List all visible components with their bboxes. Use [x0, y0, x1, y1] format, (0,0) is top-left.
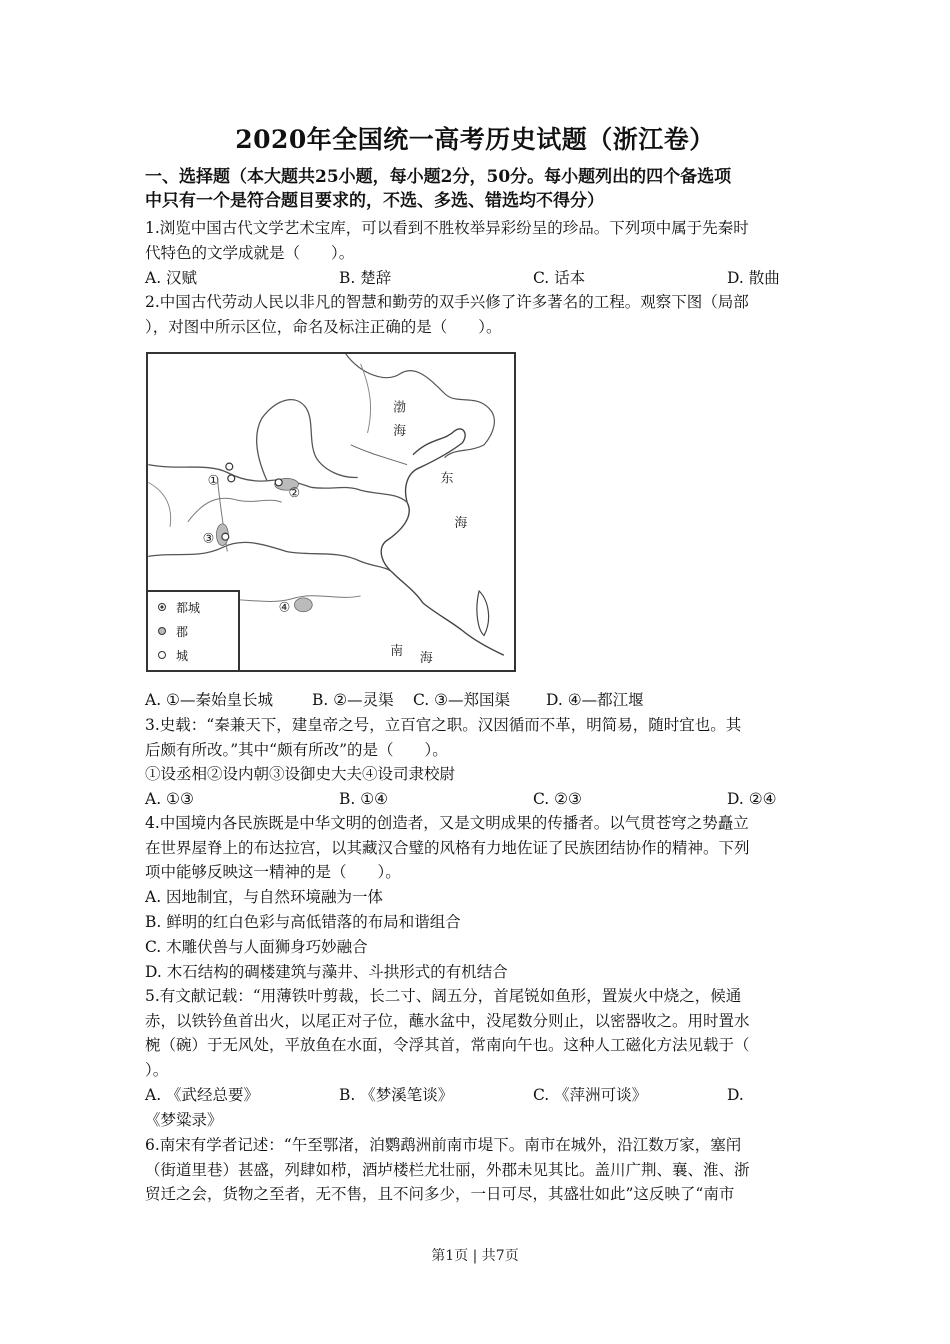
q3-option-c: C. ②③: [533, 790, 582, 808]
legend-row-jun: [158, 622, 188, 640]
jun-symbol-icon: [158, 627, 166, 635]
legend-label: 都城: [176, 600, 201, 615]
q2-option-a: A. ①—秦始皇长城: [145, 691, 273, 709]
text-line: ），对图中所示区位，命名及标注正确的是（ ）。: [145, 317, 502, 336]
map-legend: [148, 590, 240, 670]
legend-row-city: [158, 646, 188, 664]
q3-option-d: D. ②④: [727, 790, 777, 808]
q4-option-a: A. 因地制宜，与自然环境融为一体: [145, 888, 384, 906]
map-label-hai: 海: [393, 423, 407, 439]
map-marker-1: ①: [207, 473, 220, 489]
section-heading: [145, 165, 805, 213]
capital-symbol-icon: [158, 603, 166, 611]
map-marker-4: ④: [278, 600, 291, 616]
q1-option-a: A. 汉赋: [145, 269, 198, 287]
question-2-text: [145, 290, 805, 339]
q5-option-d: D.: [727, 1086, 744, 1104]
map-figure: [146, 352, 516, 672]
q3-option-a: A. ①③: [145, 790, 194, 808]
text-line: 2.中国古代劳动人民以非凡的智慧和勤劳的双手兴修了许多著名的工程。观察下图（局部: [145, 293, 749, 311]
q3-option-b: B. ①④: [339, 790, 389, 808]
q5-option-b: B. 《梦溪笔谈》: [339, 1086, 454, 1104]
text-line: 贸迁之会，货物之至者，无不售，且不问多少，一日可尽，其盛壮如此”这反映了“南市: [145, 1185, 735, 1203]
map-marker-2: ②: [288, 486, 301, 502]
question-6-text: [145, 1133, 805, 1207]
text-line: 4.中国境内各民族既是中华文明的创造者，又是文明成果的传播者。以气贯苍穹之势矗立: [145, 814, 749, 832]
text-line: （街道里巷）甚盛，列肆如栉，酒垆楼栏尤壮丽，外郡未见其比。盖川广荆、襄、淮、浙: [145, 1160, 750, 1179]
q4-option-b: B. 鲜明的红白色彩与高低错落的布局和谐组合: [145, 913, 461, 931]
text-line: 3.史载：“秦兼天下，建皇帝之号，立百官之职。汉因循而不革，明简易，随时宜也。其: [145, 716, 742, 734]
page-footer: 第1页 | 共7页: [431, 1248, 519, 1264]
text-line: 椀（碗）于无风处，平放鱼在水面，令浮其首，常南向午也。这种人工磁化方法见载于（: [145, 1036, 750, 1054]
q5-option-a: A. 《武经总要》: [145, 1086, 260, 1104]
page-title: 2020年全国统一高考历史试题（浙江卷）: [235, 125, 715, 154]
q4-option-d: D. 木石结构的碉楼建筑与藻井、斗拱形式的有机结合: [145, 963, 508, 981]
section-heading-line: 中只有一个是符合题目要求的，不选、多选、错选均不得分）: [145, 191, 604, 211]
map-marker-3: ③: [202, 531, 215, 547]
text-line: 项中能够反映这一精神的是（ ）。: [145, 863, 401, 881]
q2-option-c: C. ③—郑国渠: [413, 691, 511, 709]
q1-option-d: D. 散曲: [727, 269, 780, 287]
q2-option-d: D. ④—都江堰: [546, 691, 644, 709]
map-label-nan: 南: [390, 644, 404, 660]
legend-row-capital: [158, 598, 200, 616]
text-line: 1.浏览中国古代文学艺术宝库，可以看到不胜枚举异彩纷呈的珍品。下列项中属于先秦时: [145, 219, 749, 237]
text-line: 赤，以铁钤鱼首出火，以尾正对子位，蘸水盆中，没尾数分则止，以密器收之。用时置水: [145, 1011, 750, 1030]
text-line: 5.有文献记载：“用薄铁叶剪裁，长二寸、阔五分，首尾锐如鱼形，置炭火中烧之，候通: [145, 987, 742, 1005]
map-label-hai2: 海: [454, 515, 468, 531]
legend-label: 城: [176, 648, 189, 663]
question-4-text: [145, 811, 805, 885]
text-line: 后颇有所改。”其中“颇有所改”的是（ ）。: [145, 740, 448, 759]
city-symbol-icon: [158, 651, 166, 659]
q1-option-c: C. 话本: [533, 269, 586, 287]
section-heading-line: 一、选择题（本大题共25小题，每小题2分，50分。每小题列出的四个备选项: [145, 167, 732, 187]
q5-option-d-text: 《梦粱录》: [145, 1111, 223, 1129]
legend-label: 郡: [176, 624, 189, 639]
map-label-dong: 东: [440, 471, 454, 487]
text-line: 6.南宋有学者记述：“午至鄂渚，泊鹦鹉洲前南市堤下。南市在城外，沿江数万家，塞闬: [145, 1136, 742, 1154]
map-label-hai3: 海: [419, 651, 433, 667]
question-5-text: [145, 984, 805, 1082]
q4-option-c: C. 木雕伏兽与人面狮身巧妙融合: [145, 938, 368, 956]
text-line: 在世界屋脊上的布达拉宫，以其藏汉合璧的风格有力地佐证了民族团结协作的精神。下列: [145, 838, 750, 857]
question-1-text: [145, 216, 805, 265]
q2-option-b: B. ②—灵渠: [312, 691, 394, 709]
text-line: ）。: [145, 1060, 169, 1079]
map-label-bo: 渤: [393, 400, 407, 416]
question-3-text: [145, 713, 805, 787]
text-line: ①设丞相②设内朝③设御史大夫④设司隶校尉: [145, 765, 456, 783]
q1-option-b: B. 楚辞: [339, 269, 392, 287]
text-line: 代特色的文学成就是（ ）。: [145, 243, 355, 262]
q5-option-c: C. 《萍洲可谈》: [533, 1086, 648, 1104]
